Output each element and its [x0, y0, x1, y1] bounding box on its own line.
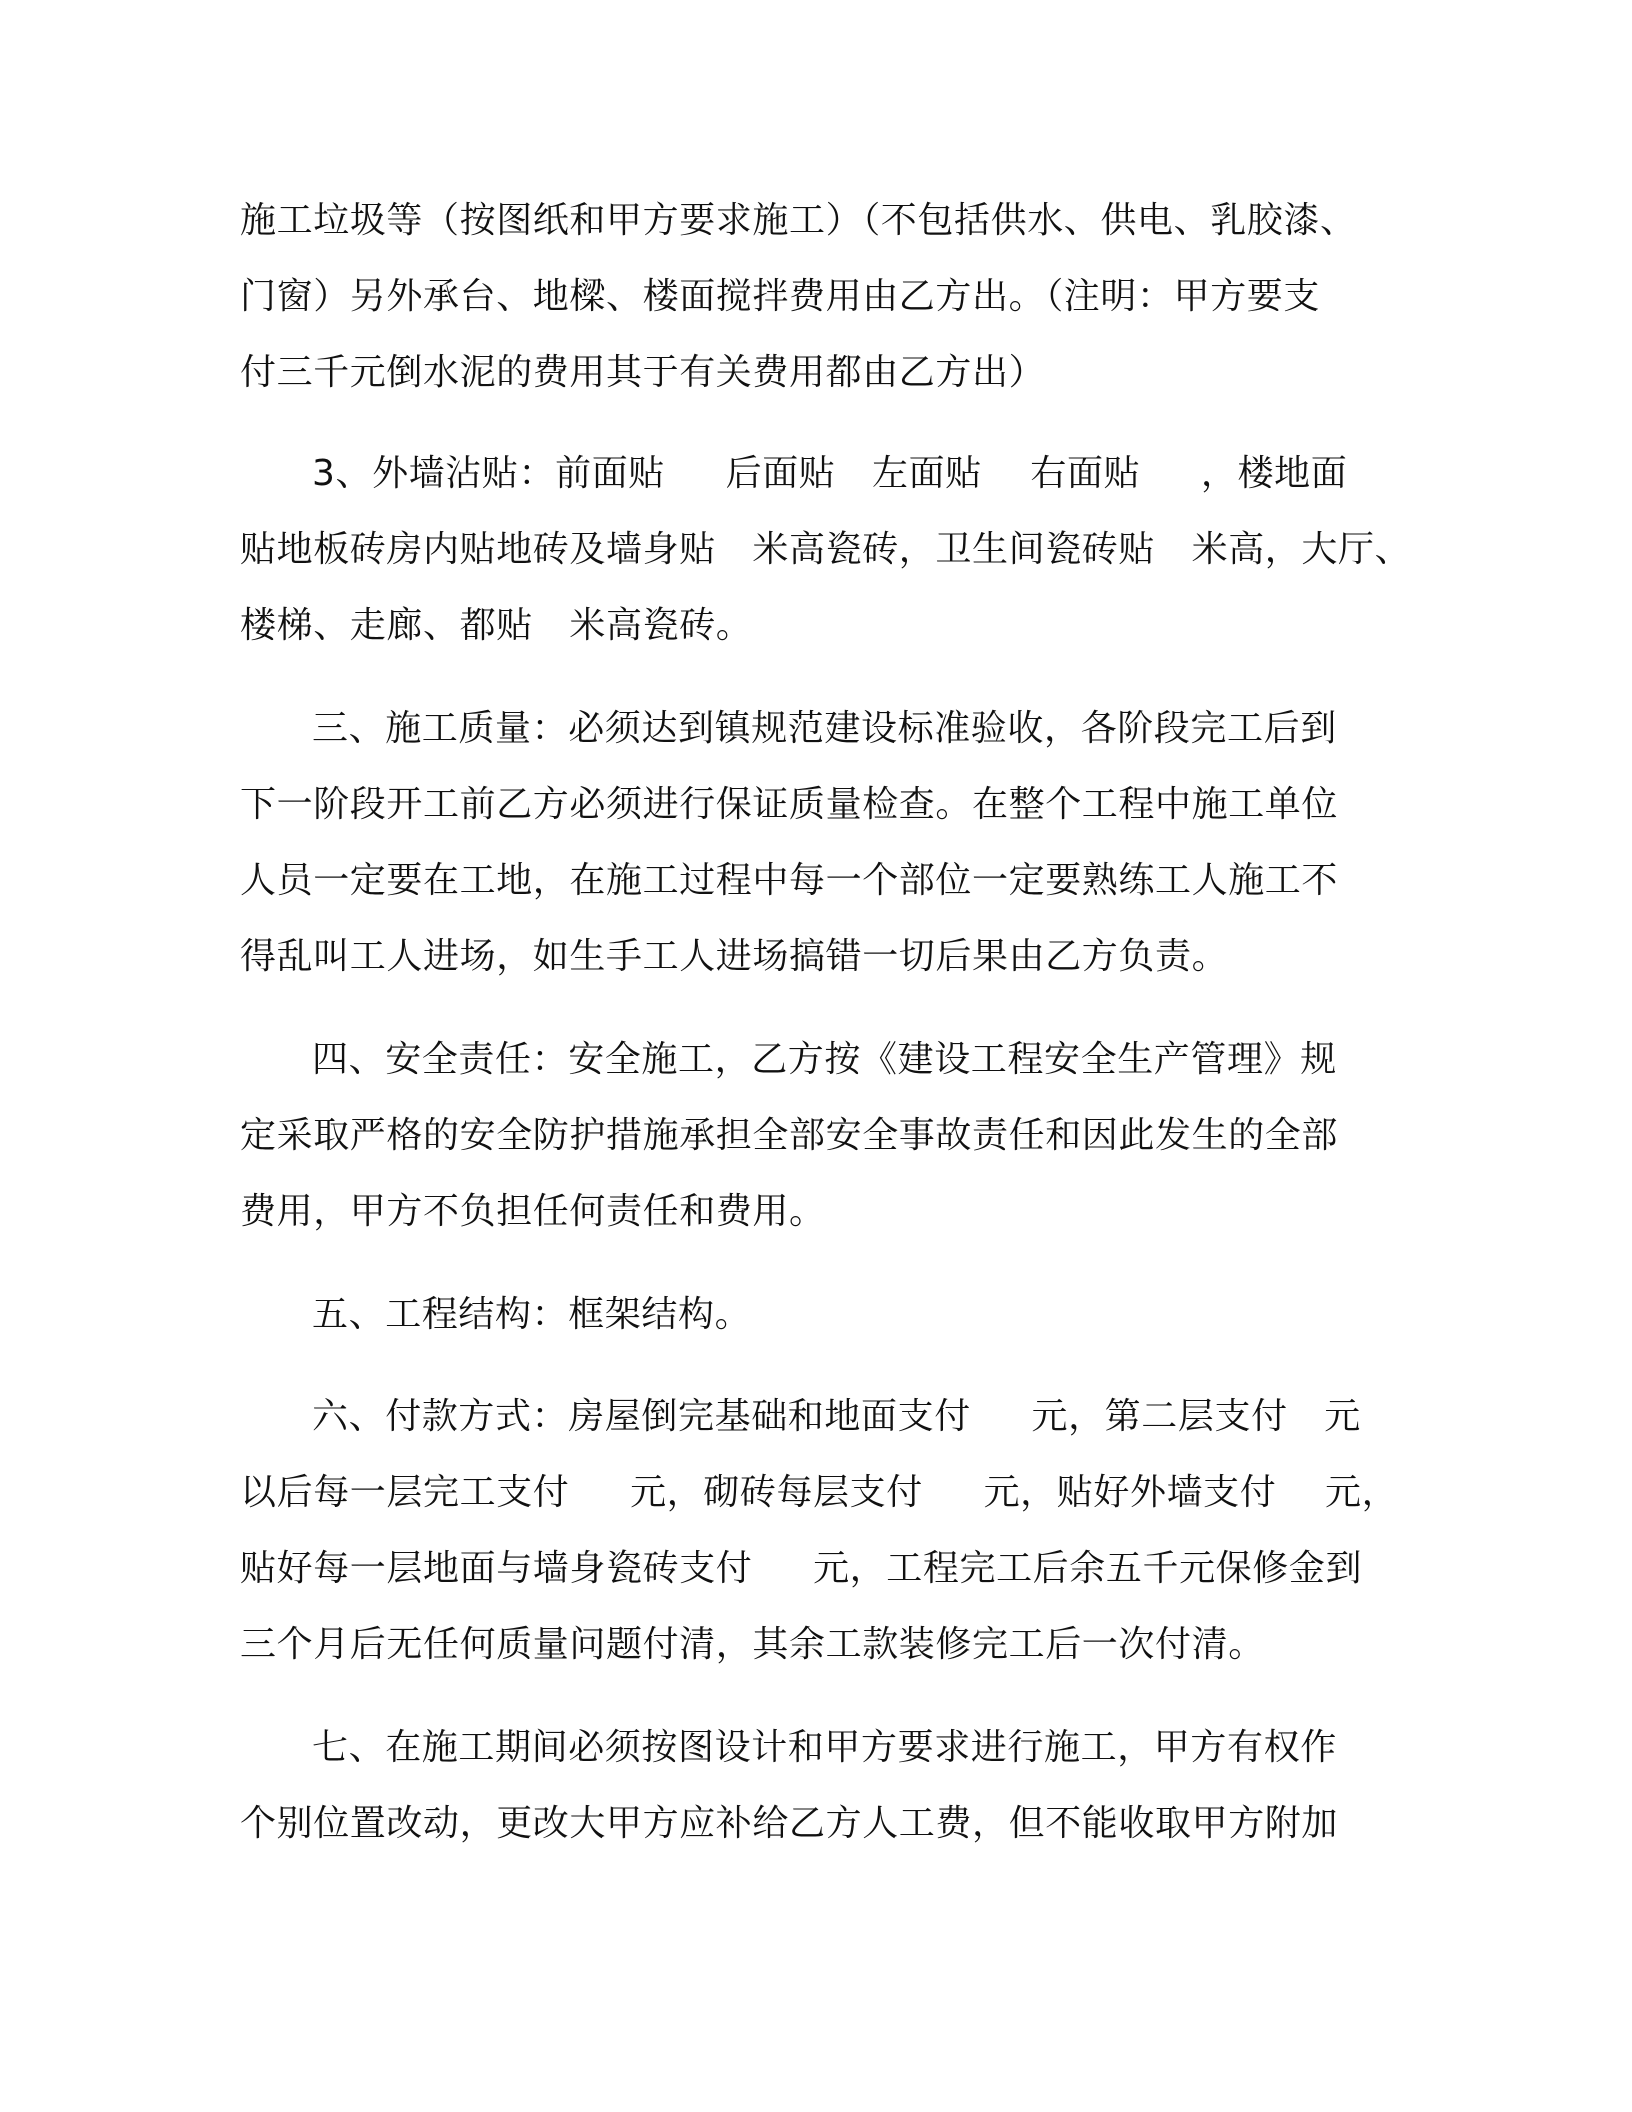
text-line-11: 四、安全责任：安全施工，乙方按《建设工程安全生产管理》规: [312, 1039, 1337, 1080]
text-line-12: 定采取严格的安全防护措施承担全部安全事故责任和因此发生的全部: [240, 1115, 1339, 1156]
text-line-6: 楼梯、走廊、都贴 米高瓷砖。: [240, 605, 753, 646]
text-line-2: 门窗）另外承台、地樑、楼面搅拌费用由乙方出。（注明：甲方要支: [240, 276, 1321, 317]
text-line-17: 贴好每一层地面与墙身瓷砖支付 元，工程完工后余五千元保修金到: [240, 1548, 1363, 1589]
text-line-3: 付三千元倒水泥的费用其于有关费用都由乙方出）: [240, 352, 1046, 393]
text-line-16: 以后每一层完工支付 元，砌砖每层支付 元，贴好外墙支付 元，: [240, 1472, 1399, 1513]
text-line-15: 六、付款方式：房屋倒完基础和地面支付 元，第二层支付 元: [312, 1396, 1361, 1437]
text-line-18: 三个月后无任何质量问题付清，其余工款装修完工后一次付清。: [240, 1624, 1265, 1665]
text-line-1: 施工垃圾等（按图纸和甲方要求施工）（不包括供水、供电、乳胶漆、: [240, 200, 1357, 241]
text-line-7: 三、施工质量：必须达到镇规范建设标准验收，各阶段完工后到: [312, 708, 1337, 749]
text-line-13: 费用，甲方不负担任何责任和费用。: [240, 1191, 826, 1232]
text-line-4: 3、外墙沾贴：前面贴 后面贴 左面贴 右面贴 ，楼地面: [312, 453, 1348, 494]
text-line-20: 个别位置改动，更改大甲方应补给乙方人工费，但不能收取甲方附加: [240, 1803, 1339, 1844]
text-line-19: 七、在施工期间必须按图设计和甲方要求进行施工，甲方有权作: [312, 1727, 1337, 1768]
text-line-9: 人员一定要在工地，在施工过程中每一个部位一定要熟练工人施工不: [240, 860, 1339, 901]
text-line-5: 贴地板砖房内贴地砖及墙身贴 米高瓷砖，卫生间瓷砖贴 米高，大厅、: [240, 529, 1412, 570]
text-line-8: 下一阶段开工前乙方必须进行保证质量检查。在整个工程中施工单位: [240, 784, 1339, 825]
text-line-10: 得乱叫工人进场，如生手工人进场搞错一切后果由乙方负责。: [240, 936, 1229, 977]
text-line-14: 五、工程结构：框架结构。: [312, 1294, 752, 1335]
